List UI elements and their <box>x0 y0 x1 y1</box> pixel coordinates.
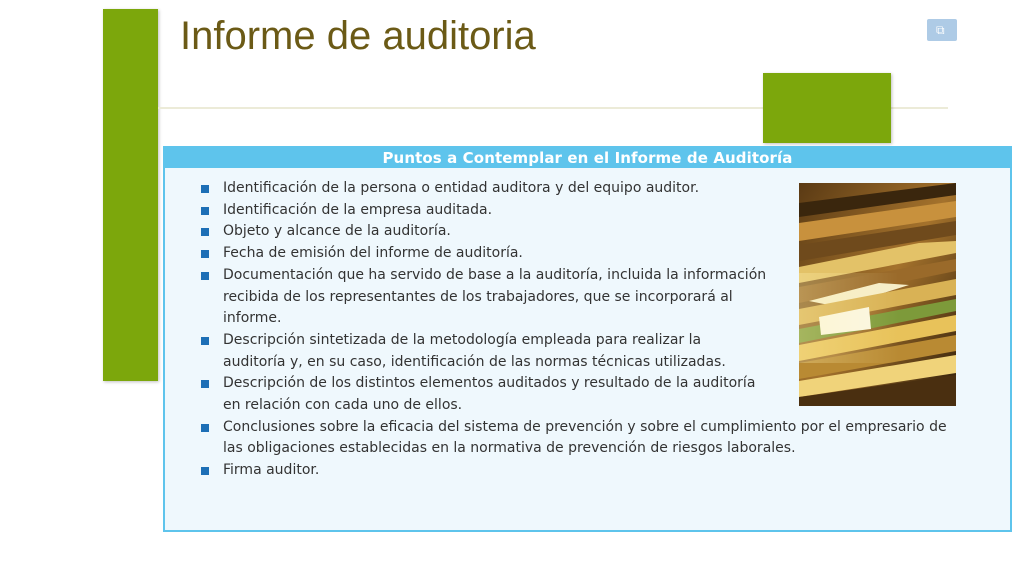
square-bullet-icon <box>201 272 209 280</box>
list-item-text: Descripción sintetizada de la metodología empleada para realizar la auditoría y, en su caso, identificación de las normas técnicas utilizadas. <box>223 331 726 370</box>
panel-header: Puntos a Contemplar en el Informe de Auditoría <box>165 148 1010 168</box>
list-item <box>201 265 768 330</box>
square-bullet-icon <box>201 337 209 345</box>
list-item-text: Firma auditor. <box>223 462 320 479</box>
list-item-text: Identificación de la empresa auditada. <box>223 201 493 218</box>
list-item <box>201 417 951 460</box>
list-item-text: Documentación que ha servido de base a la auditoría, incluida la información recibida de los representantes de los trabajadores, que se incorporará al informe. <box>223 266 767 327</box>
square-bullet-icon <box>201 228 209 236</box>
list-item-text: Descripción de los distintos elementos auditados y resultado de la auditoría en relación con cada uno de ellos. <box>223 375 756 414</box>
square-bullet-icon <box>201 380 209 388</box>
square-bullet-icon <box>201 424 209 432</box>
file-folders-illustration <box>799 183 956 406</box>
list-item-text: Fecha de emisión del informe de auditoría. <box>223 245 523 262</box>
square-bullet-icon <box>201 185 209 193</box>
list-item-text: Identificación de la persona o entidad auditora y del equipo auditor. <box>223 180 700 196</box>
list-item <box>201 330 768 373</box>
square-bullet-icon <box>201 250 209 258</box>
corner-button[interactable] <box>927 19 957 41</box>
square-bullet-icon <box>201 467 209 475</box>
square-bullet-icon <box>201 207 209 215</box>
list-item <box>201 460 951 482</box>
list-item-text: Conclusiones sobre la eficacia del sistema de prevención y sobre el cumplimiento por el empresario de las obligaciones establecidas en la normativa de prevención de riesgos laborales. <box>223 418 947 457</box>
list-item <box>201 373 768 416</box>
right-accent-block <box>763 73 891 143</box>
list-item-text: Objeto y alcance de la auditoría. <box>223 223 451 240</box>
left-accent-bar <box>103 9 158 381</box>
slide-title: Informe de auditoria <box>180 14 536 58</box>
file-folders-photo <box>799 183 956 406</box>
corner-button-icon: ⧉ <box>936 23 945 37</box>
